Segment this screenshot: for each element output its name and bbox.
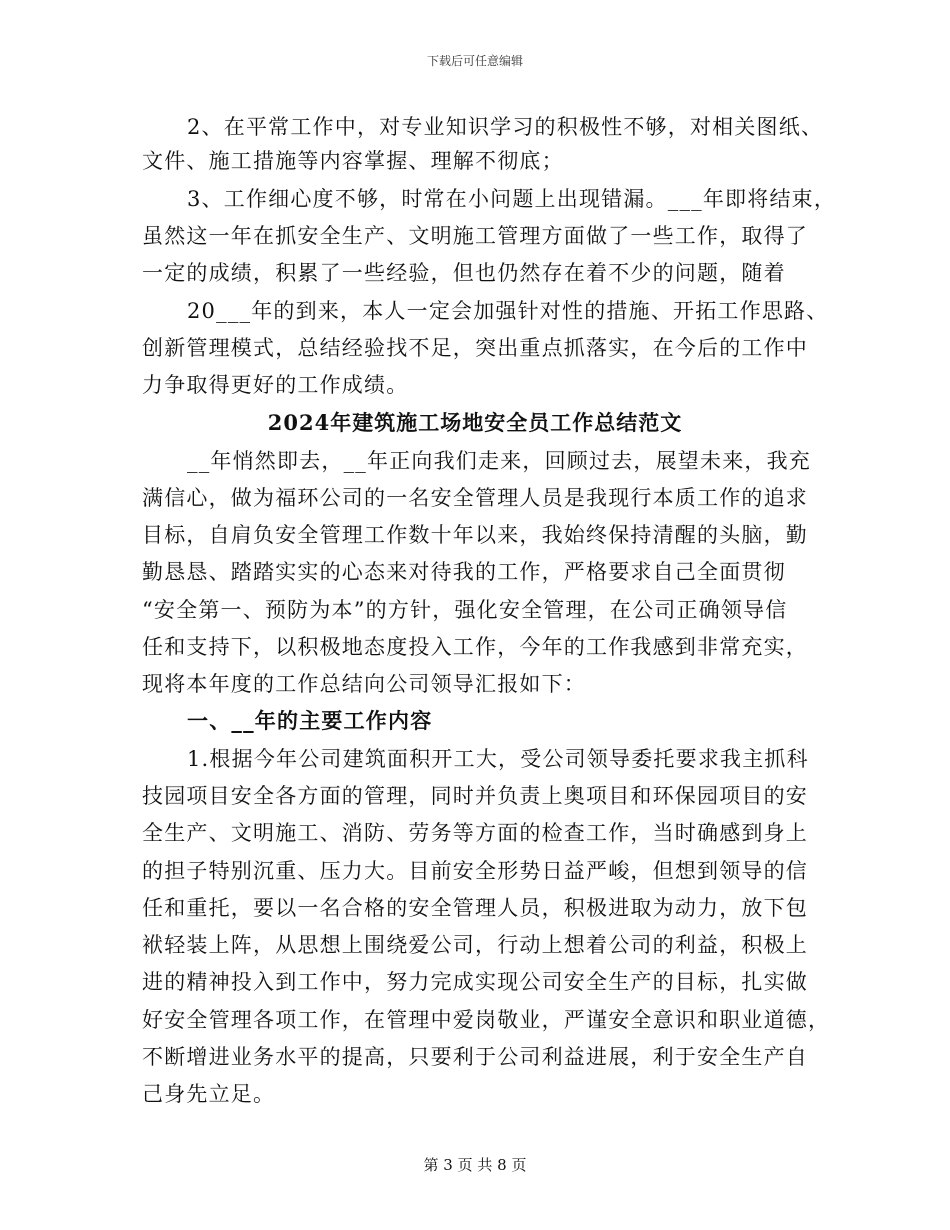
document-title: 2024年建筑施工场地安全员工作总结范文: [267, 410, 683, 435]
text-line: 任和支持下，以积极地态度投入工作，今年的工作我感到非常充实，: [142, 635, 808, 659]
section-heading: 一、__年的主要工作内容: [187, 708, 433, 733]
text-line: 20___年的到来，本人一定会加强针对性的措施、开拓工作思路、: [187, 299, 829, 323]
text-line: 1.根据今年公司建筑面积开工大，受公司领导委托要求我主抓科: [187, 747, 809, 771]
text-line: 技园项目安全各方面的管理，同时并负责上奥项目和环保园项目的安: [142, 784, 808, 808]
text-line: 全生产、文明施工、消防、劳务等方面的检查工作，当时确感到身上: [142, 821, 808, 845]
text-line: 目标，自肩负安全管理工作数十年以来，我始终保持清醒的头脑，勤: [142, 523, 808, 547]
page-number: 第 3 页 共 8 页: [423, 1156, 527, 1174]
text-line: 的担子特别沉重、压力大。目前安全形势日益严峻，但想到领导的信: [142, 859, 808, 883]
text-line: 现将本年度的工作总结向公司领导汇报如下：: [142, 672, 586, 696]
text-line: 己身先立足。: [142, 1082, 276, 1106]
text-line: 满信心，做为福环公司的一名安全管理人员是我现行本质工作的追求: [142, 486, 808, 510]
text-line: 一定的成绩，积累了一些经验，但也仍然存在着不少的问题，随着: [142, 261, 786, 285]
text-line: 不断增进业务水平的提高，只要利于公司利益进展，利于安全生产自: [142, 1045, 808, 1069]
text-line: 力争取得更好的工作成绩。: [142, 373, 409, 397]
text-line: 创新管理模式，总结经验找不足，突出重点抓落实，在今后的工作中: [142, 336, 808, 360]
text-line: 袱轻装上阵，从思想上围绕爱公司，行动上想着公司的利益，积极上: [142, 933, 808, 957]
text-line: __年悄然即去，__年正向我们走来，回顾过去，展望未来，我充: [187, 449, 811, 473]
text-line: 勤恳恳、踏踏实实的心态来对待我的工作，严格要求自己全面贯彻: [142, 560, 786, 584]
text-line: 进的精神投入到工作中，努力完成实现公司安全生产的目标，扎实做: [142, 970, 808, 994]
text-line: 3、工作细心度不够，时常在小问题上出现错漏。___年即将结束，: [187, 187, 837, 211]
text-line: 好安全管理各项工作，在管理中爱岗敬业，严谨安全意识和职业道德，: [142, 1008, 831, 1032]
text-line: 任和重托，要以一名合格的安全管理人员，积极进取为动力，放下包: [142, 896, 808, 920]
text-line: “安全第一、预防为本”的方针，强化安全管理，在公司正确领导信: [142, 598, 788, 622]
text-line: 虽然这一年在抓安全生产、文明施工管理方面做了一些工作，取得了: [142, 224, 808, 248]
text-line: 文件、施工措施等内容掌握、理解不彻底；: [142, 149, 564, 173]
text-line: 2、在平常工作中，对专业知识学习的积极性不够，对相关图纸、: [187, 115, 824, 139]
header-note: 下载后可任意编辑: [426, 54, 523, 68]
